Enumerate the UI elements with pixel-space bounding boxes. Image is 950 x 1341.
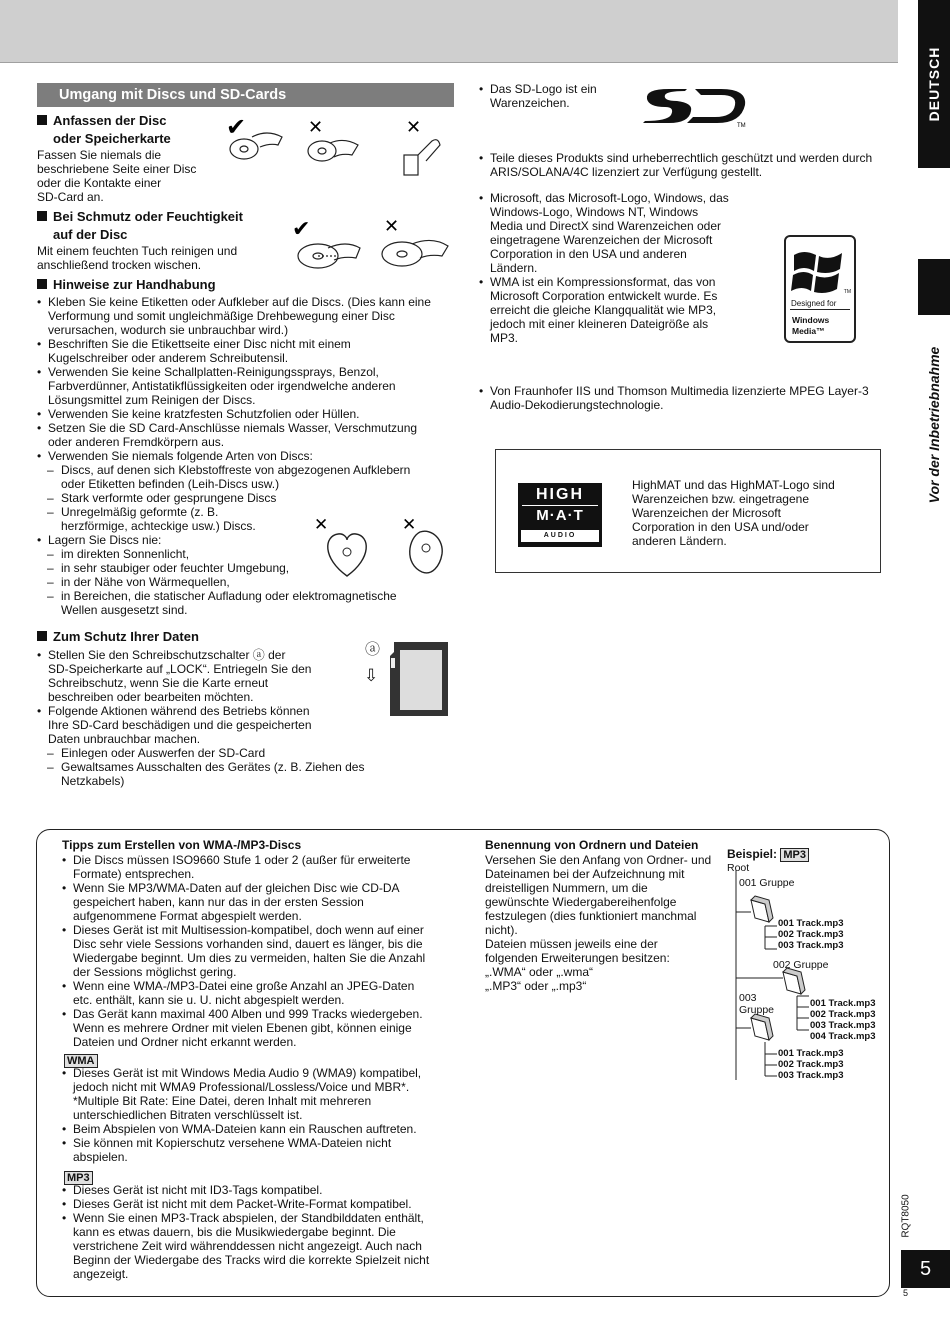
tip-item: Wiedergabe beginnt. Um dies zu vermeiden, halten Sie die Anzahl xyxy=(73,951,426,965)
note-item: – in sehr staubiger oder feuchter Umgebung, xyxy=(37,561,457,575)
sd-card-held-wrong-icon xyxy=(404,140,440,175)
naming-heading: Benennung von Ordnern und Dateien xyxy=(485,838,699,852)
page-number: 5 xyxy=(901,1250,950,1288)
naming-line: nicht). xyxy=(485,923,518,937)
tips-heading: Tipps zum Erstellen von WMA-/MP3-Discs xyxy=(62,838,302,852)
mp3-tip-item: verstrichene Zeit wird währenddessen nicht angezeigt. Auch nach xyxy=(73,1239,422,1253)
naming-line: Versehen Sie den Anfang von Ordner- und xyxy=(485,853,712,867)
note-item: verursachen, wodurch sie unbrauchbar wird.) xyxy=(48,323,289,337)
sd-logo xyxy=(641,83,749,129)
check-icon: ✔ xyxy=(226,115,247,141)
tree-group-2-tracks: 001 Track.mp3 002 Track.mp3 003 Track.mp3 004 Track.mp3 xyxy=(810,998,876,1042)
protect-item: beschreiben oder bearbeiten möchten. xyxy=(48,690,254,704)
tip-item: • Wenn eine WMA-/MP3-Datei eine große Anzahl an JPEG-Daten xyxy=(62,979,482,993)
page-number-small: 5 xyxy=(903,1288,909,1298)
tree-group-2-label: 002 Gruppe xyxy=(773,959,829,971)
cross-icon-4: ✕ xyxy=(314,515,329,535)
note-item: • Beschriften Sie die Etikettseite einer Disc nicht mit einem xyxy=(37,337,457,351)
mp3-tag: MP3 xyxy=(64,1171,93,1185)
naming-line: „.MP3“ oder „.mp3“ xyxy=(485,979,587,993)
tree-group-1-label: 001 Gruppe xyxy=(739,877,795,889)
tip-item: • Die Discs müssen ISO9660 Stufe 1 oder 2 (außer für erweiterte xyxy=(62,853,482,867)
protect-item: – Gewaltsames Ausschalten des Gerätes (z. B. Ziehen des xyxy=(37,760,457,774)
wma-tip-item: • Sie können mit Kopierschutz versehene WMA-Dateien nicht xyxy=(62,1136,482,1150)
check-icon-2: ✔ xyxy=(292,217,311,242)
note-item: Verformung und somit ungleichmäßige Drehbewegung einer Disc xyxy=(48,309,395,323)
wma-tip-item: unterschiedlichen Bitraten verschlüsselt ist. xyxy=(73,1108,303,1122)
note-item: Kugelschreiber oder anderem Schreibutensil. xyxy=(48,351,289,365)
handling-text: Fassen Sie niemals die beschriebene Seite einer Disc oder die Kontakte einer SD-Card an. xyxy=(37,148,197,204)
tip-item: gespeichert haben, kann nur das in der ersten Session xyxy=(73,895,364,909)
note-item: oder anderen Fremdkörpern aus. xyxy=(48,435,225,449)
tips-general-list xyxy=(62,853,482,1049)
disc-wipe-correct-icon xyxy=(298,244,360,268)
folder-icon-1 xyxy=(751,896,773,922)
naming-text xyxy=(485,853,730,993)
heart-disc-icon xyxy=(328,534,366,576)
handling-heading-2: oder Speicherkarte xyxy=(53,131,171,146)
cross-icon-2: ✕ xyxy=(406,117,422,138)
tree-group-3-label: 003 Gruppe xyxy=(739,992,775,1016)
naming-line: festzulegen (dies funktioniert manchmal xyxy=(485,909,697,923)
tips-mp3-list xyxy=(62,1183,482,1281)
handling-section xyxy=(37,112,237,204)
note-item: oder Etiketten befinden (Leih-Discs usw.) xyxy=(61,477,280,491)
microsoft-note-line: • WMA ist ein Kompressionsformat, das von xyxy=(479,275,769,289)
wma-tag: WMA xyxy=(64,1054,98,1068)
dirt-section xyxy=(37,208,297,272)
tip-item: aufgenommene Format abgespielt werden. xyxy=(73,909,302,923)
highmat-text: HighMAT und das HighMAT-Logo sind Warenzeichen bzw. eingetragene Warenzeichen der Microsoft Corporation in den USA und/oder anderen Ländern. xyxy=(632,478,835,548)
tip-item: der Sessions möglichst gering. xyxy=(73,965,237,979)
note-item: • Lagern Sie Discs nie: xyxy=(37,533,457,547)
naming-line: dreistelligen Nummern, um die xyxy=(485,881,648,895)
microsoft-note-line: Media und DirectX sind Warenzeichen oder xyxy=(490,219,722,233)
tip-item: Formate) entsprechen. xyxy=(73,867,195,881)
wma-tip-item: *Multiple Bit Rate: Eine Datei, deren Inhalt mit mehreren xyxy=(73,1094,372,1108)
aris-note-line: • Teile dieses Produkts sind urheberrechtlich geschützt und werden durch xyxy=(479,151,899,165)
note-item: – Stark verformte oder gesprungene Discs xyxy=(37,491,457,505)
language-tab-label: DEUTSCH xyxy=(926,46,942,122)
irregular-discs-illustration xyxy=(312,514,452,586)
microsoft-note-line: eingetragene Warenzeichen der Microsoft xyxy=(490,233,713,247)
note-item: – in der Nähe von Wärmequellen, xyxy=(37,575,457,589)
wma-tip-item: jedoch nicht mit WMA9 Professional/Lossless/Voice und MBR*. xyxy=(73,1080,410,1094)
mpeg-note-line: • Von Fraunhofer IIS und Thomson Multimedia lizenzierte MPEG Layer-3 xyxy=(479,384,899,398)
protect-item: SD-Speicherkarte auf „LOCK“. Entriegeln Sie den xyxy=(48,662,312,676)
example-tag: MP3 xyxy=(780,848,809,862)
disc-wipe-wrong-icon xyxy=(382,240,448,266)
naming-line: „.WMA“ oder „.wma“ xyxy=(485,965,593,979)
note-item: Farbverdünner, Antistatikflüssigkeiten oder irgendwelche anderen xyxy=(48,379,396,393)
section-tab-label: Vor der Inbetriebnahme xyxy=(926,346,942,504)
mp3-tip-item: • Wenn Sie einen MP3-Track abspielen, der Standbilddaten enthält, xyxy=(62,1211,482,1225)
section-title: Umgang mit Discs und SD-Cards xyxy=(37,83,454,107)
cross-icon-3: ✕ xyxy=(384,216,400,237)
microsoft-note-line: Windows-Logo, Windows NT, Windows xyxy=(490,205,699,219)
tree-group-3-tracks: 001 Track.mp3 002 Track.mp3 003 Track.mp3 xyxy=(778,1048,844,1081)
arrow-down-icon: ⇩ xyxy=(364,666,379,685)
dirt-text: Mit einem feuchten Tuch reinigen und anschließend trocken wischen. xyxy=(37,244,238,272)
wma-tip-item: abspielen. xyxy=(73,1150,128,1164)
mpeg-note xyxy=(479,384,899,412)
dirt-heading: Bei Schmutz oder Feuchtigkeit xyxy=(37,208,297,226)
note-item: • Verwenden Sie niemals folgende Arten von Discs: xyxy=(37,449,457,463)
wma-tip-item: • Beim Abspielen von WMA-Dateien kann ein Rauschen auftreten. xyxy=(62,1122,482,1136)
section-marker xyxy=(918,259,950,315)
doc-code: RQT8050 xyxy=(900,1194,912,1238)
note-item: Wellen ausgesetzt sind. xyxy=(61,603,188,617)
protect-item: Ihre SD-Card beschädigen und die gespeicherten xyxy=(48,718,312,732)
mp3-tip-item: angezeigt. xyxy=(73,1267,129,1281)
microsoft-note-line: jedoch mit einer kleineren Dateigröße als xyxy=(490,317,709,331)
disc-cleaning-illustration xyxy=(288,212,458,274)
tree-group-1-tracks: 001 Track.mp3 002 Track.mp3 003 Track.mp3 xyxy=(778,918,844,951)
notes-heading: Hinweise zur Handhabung xyxy=(37,276,216,294)
sd-logo-note xyxy=(479,82,629,110)
highmat-box xyxy=(495,449,881,573)
language-tab xyxy=(918,0,950,168)
note-item: Lösungsmittel zum Reinigen der Discs. xyxy=(48,393,256,407)
protect-heading: Zum Schutz Ihrer Daten xyxy=(37,628,199,646)
note-item: – Discs, auf denen sich Klebstoffreste von abgezogenen Aufklebern xyxy=(37,463,457,477)
mp3-tip-item: kann es etwas dauern, bis die Musikwiedergabe beginnt. Die xyxy=(73,1225,396,1239)
wma-tip-item: • Dieses Gerät ist mit Windows Media Audio 9 (WMA9) kompatibel, xyxy=(62,1066,482,1080)
microsoft-note-line: Corporation in den USA und anderen xyxy=(490,247,687,261)
folder-icon-2 xyxy=(783,968,805,994)
microsoft-note-line: erreicht die gleiche Klangqualität wie MP3, xyxy=(490,303,717,317)
naming-line: folgenden Erweiterungen besitzen: xyxy=(485,951,670,965)
tips-wma-list xyxy=(62,1066,482,1164)
note-item: • Setzen Sie die SD Card-Anschlüsse niemals Wasser, Verschmutzung xyxy=(37,421,457,435)
protect-item: Schreibschutz, wenn Sie die Karte erneut xyxy=(48,676,269,690)
marker-a: ⓐ xyxy=(365,641,381,658)
protect-item: Netzkabels) xyxy=(61,774,125,788)
sd-card-icon xyxy=(388,640,454,718)
note-item: • Kleben Sie keine Etiketten oder Aufkleber auf die Discs. (Dies kann eine xyxy=(37,295,457,309)
tip-item: • Das Gerät kann maximal 400 Alben und 999 Tracks wiedergeben. xyxy=(62,1007,482,1021)
protect-item: • Stellen Sie den Schreibschutzschalter ⓐ der xyxy=(37,648,457,662)
tip-item: Wenn es mehrere Ordner mit vielen Ebenen gibt, können einige xyxy=(73,1021,412,1035)
mpeg-note-line: Audio-Dekodierungstechnologie. xyxy=(490,398,664,412)
disc-held-wrong-icon xyxy=(308,140,358,161)
note-item: • Verwenden Sie keine Schallplatten-Reinigungssprays, Benzol, xyxy=(37,365,457,379)
mp3-tip-item: • Dieses Gerät ist nicht mit ID3-Tags kompatibel. xyxy=(62,1183,482,1197)
tip-item: Disc sehr viele Sessions vorhanden sind, dauert es länger, bis die xyxy=(73,937,423,951)
folder-icon-3 xyxy=(751,1014,773,1040)
cross-icon-5: ✕ xyxy=(402,515,417,535)
cross-icon: ✕ xyxy=(308,117,324,138)
highmat-logo: HIGH M·A·T AUDIO xyxy=(518,483,602,547)
aris-note xyxy=(479,151,899,179)
note-item: – im direkten Sonnenlicht, xyxy=(37,547,457,561)
dirt-heading-2: auf der Disc xyxy=(53,227,128,242)
mp3-tip-item: • Dieses Gerät ist nicht mit dem Packet-Write-Format kompatibel. xyxy=(62,1197,482,1211)
microsoft-note-line: Ländern. xyxy=(490,261,538,275)
protect-item: • Folgende Aktionen während des Betriebs können xyxy=(37,704,457,718)
svg-text:TM: TM xyxy=(737,123,746,129)
note-item: – Unregelmäßig geformte (z. B. xyxy=(37,505,457,519)
microsoft-note-line: MP3. xyxy=(490,331,519,345)
protect-item: – Einlegen oder Auswerfen der SD-Card xyxy=(37,746,457,760)
naming-line: gewünschte Wiedergabereihenfolge xyxy=(485,895,677,909)
tip-item: • Wenn Sie MP3/WMA-Daten auf der gleichen Disc wie CD-DA xyxy=(62,881,482,895)
aris-note-line: ARIS/SOLANA/4C lizenziert zur Verfügung gestellt. xyxy=(490,165,763,179)
note-item: – in Bereichen, die statischer Aufladung oder elektromagnetische xyxy=(37,589,457,603)
protect-item: Daten unbrauchbar machen. xyxy=(48,732,201,746)
tip-item: Dateien und Ordner nicht erkannt werden. xyxy=(73,1035,297,1049)
tip-item: etc. enthält, kann sie u. U. nicht abgespielt werden. xyxy=(73,993,345,1007)
naming-line: Dateien müssen jeweils eine der xyxy=(485,937,658,951)
microsoft-note xyxy=(479,191,769,345)
example-label: Beispiel: MP3 xyxy=(727,847,809,862)
header-band xyxy=(0,0,898,63)
sd-note-line: • Das SD-Logo ist ein xyxy=(479,82,629,96)
mp3-tip-item: Beginn der Wiedergabe des Tracks wird die korrekte Spielzeit nicht xyxy=(73,1253,430,1267)
windows-media-logo: TM Designed for Windows Media™ xyxy=(784,235,856,343)
disc-handling-illustration xyxy=(222,115,457,185)
naming-line: Dateinamen bei der Aufzeichnung mit xyxy=(485,867,685,881)
tree-root-label: Root xyxy=(727,862,750,874)
handling-heading: Anfassen der Disc xyxy=(37,112,237,130)
sd-note-line: Warenzeichen. xyxy=(490,96,570,110)
note-item: • Verwenden Sie keine kratzfesten Schutzfolien oder Hüllen. xyxy=(37,407,457,421)
microsoft-note-line: • Microsoft, das Microsoft-Logo, Windows, das xyxy=(479,191,769,205)
tip-item: • Dieses Gerät ist mit Multisession-kompatibel, doch wenn auf einer xyxy=(62,923,482,937)
microsoft-note-line: Microsoft Corporation entwickelt wurde. Es xyxy=(490,289,718,303)
note-item: herzförmige, achteckige usw.) Discs. xyxy=(61,519,256,533)
